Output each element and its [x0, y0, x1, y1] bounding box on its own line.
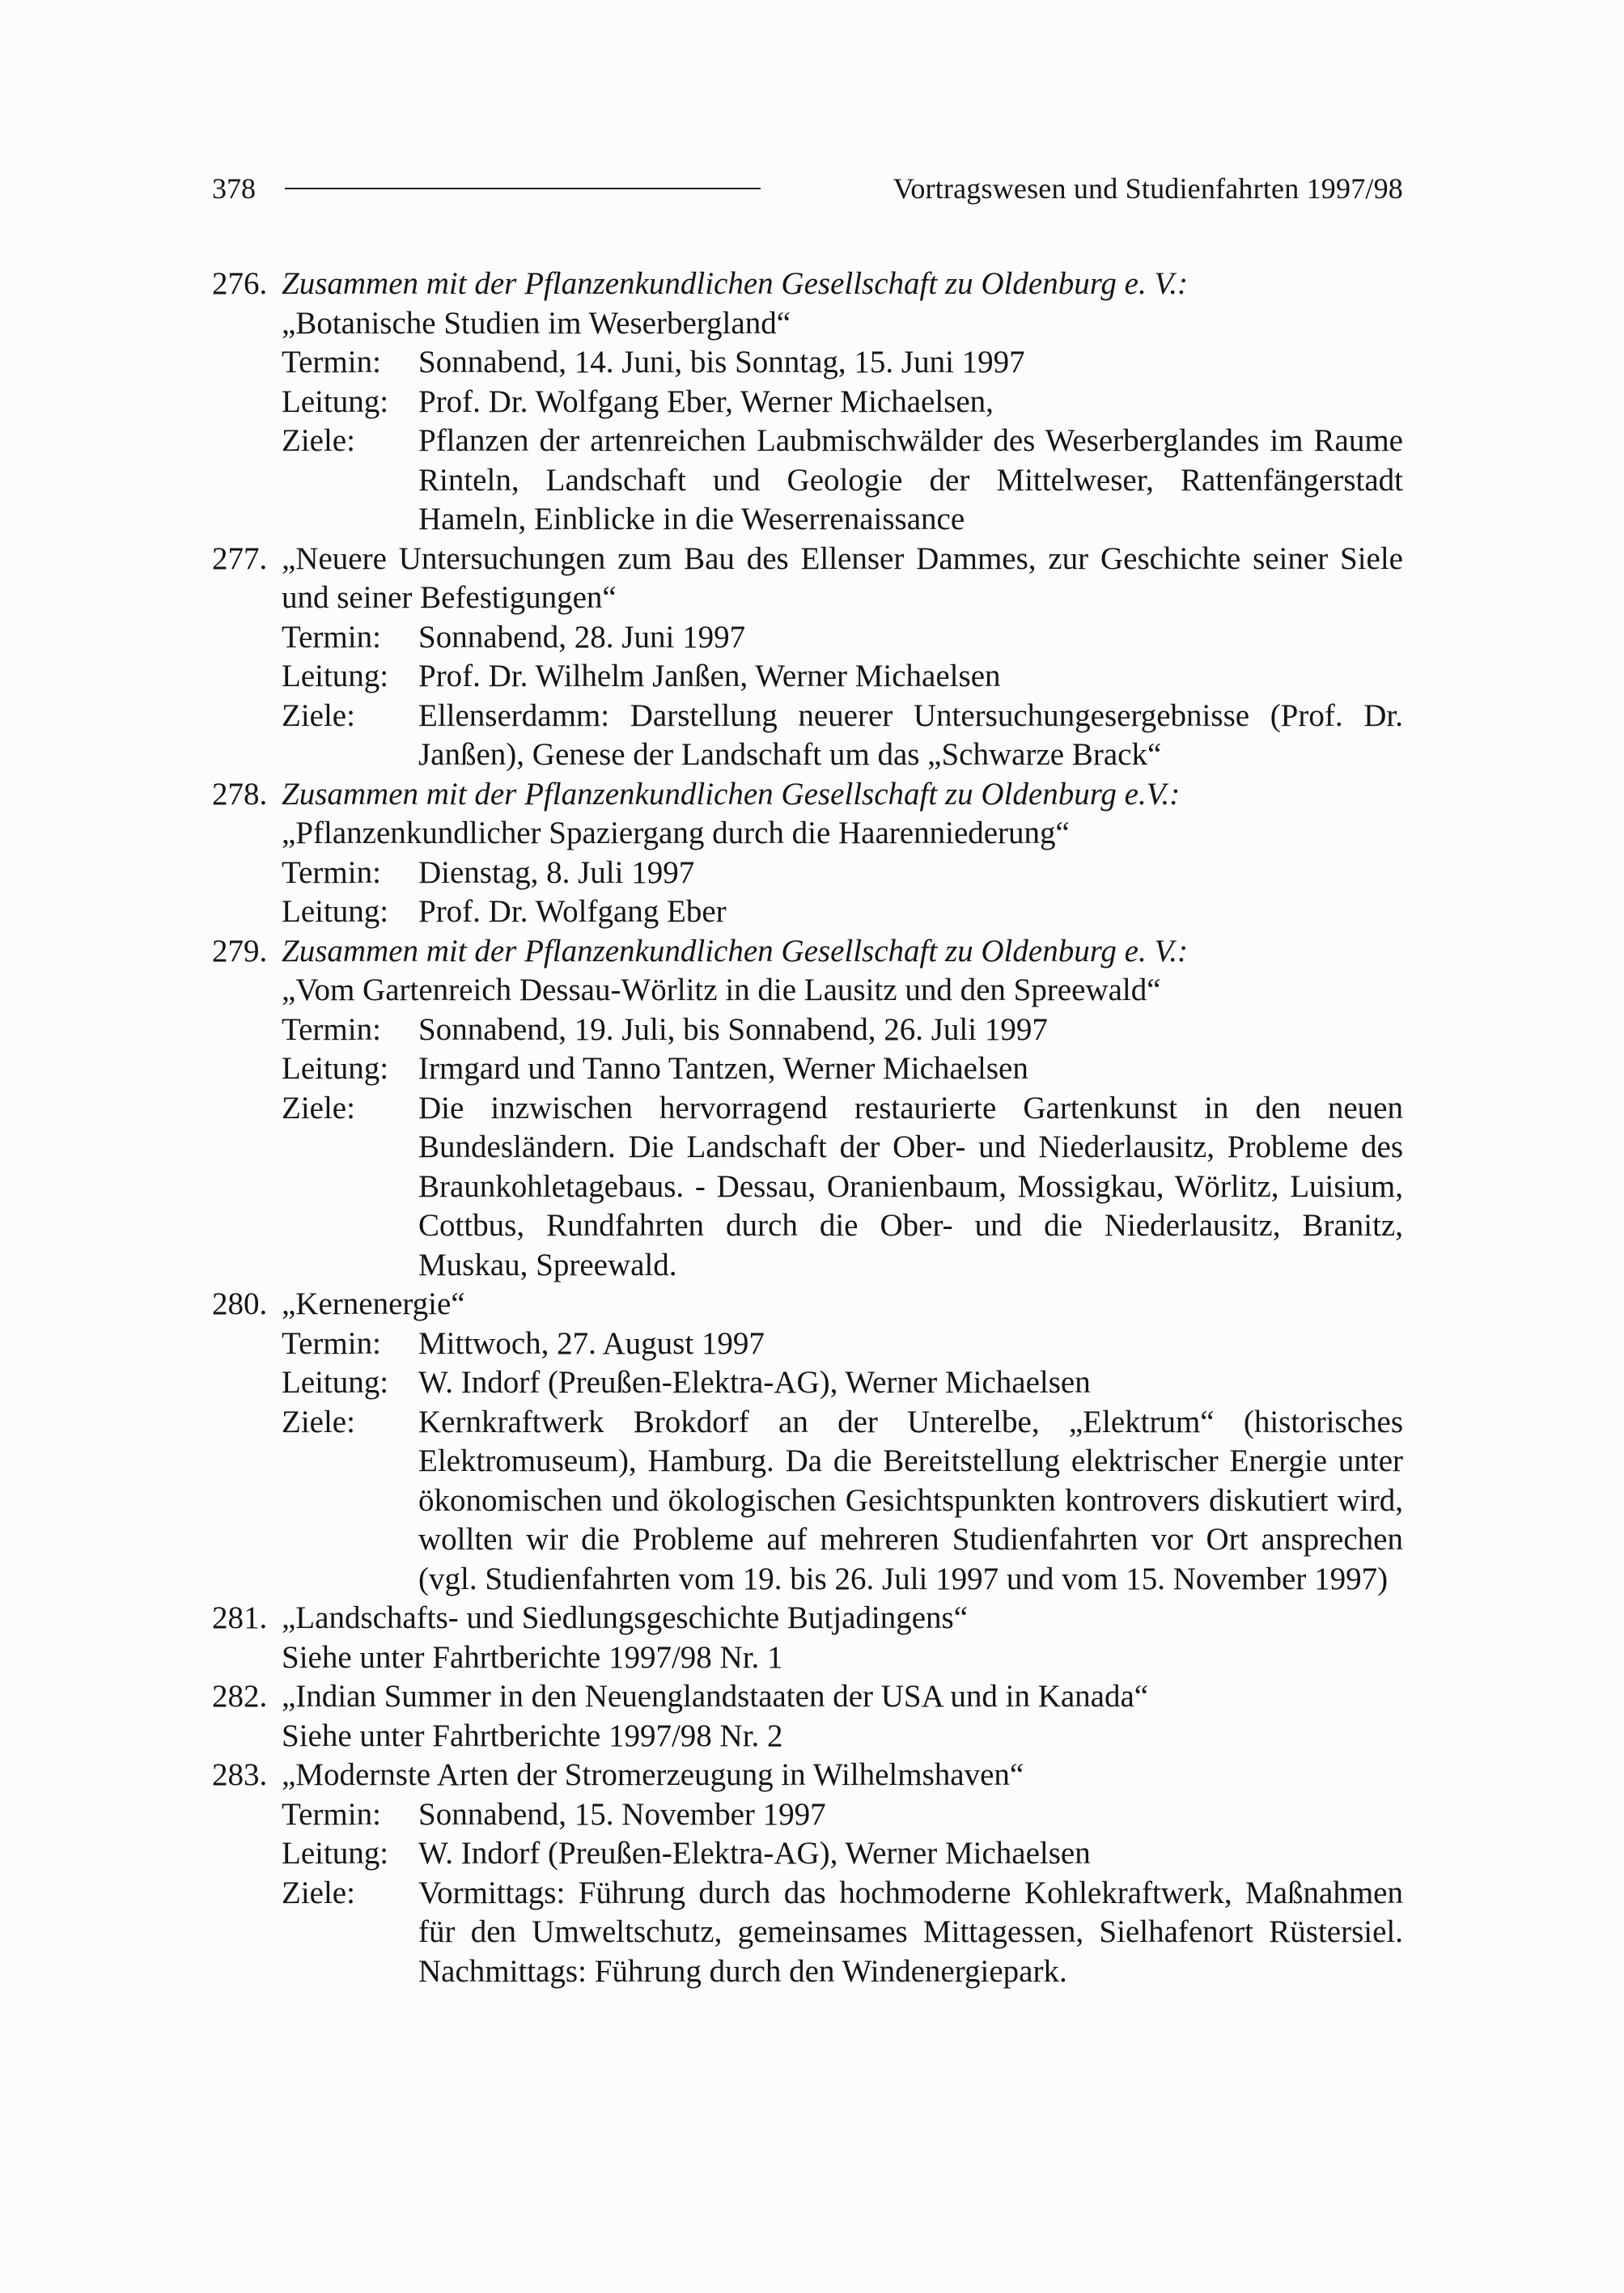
entry-280: [212, 1285, 1403, 1599]
ziele-label: Ziele:: [282, 1404, 355, 1439]
termin-value: Mittwoch, 27. August 1997: [418, 1325, 765, 1361]
leitung-value: W. Indorf (Preußen-Elektra-AG), Werner Michaelsen: [418, 1365, 1091, 1400]
entry-title: „Landschafts- und Siedlungsgeschichte Butjadingens“: [282, 1600, 969, 1635]
termin-value: Dienstag, 8. Juli 1997: [418, 854, 695, 890]
page-number: 378: [212, 172, 256, 205]
termin-value: Sonnabend, 28. Juni 1997: [418, 619, 746, 655]
entry-number: 281.: [212, 1600, 268, 1635]
ziele-label: Ziele:: [282, 697, 355, 733]
leitung-value: Irmgard und Tanno Tantzen, Werner Michaelsen: [418, 1051, 1028, 1086]
entry-intro: Zusammen mit der Pflanzenkundlichen Gesellschaft zu Oldenburg e.V.:: [282, 776, 1181, 812]
entry-276: [212, 265, 1403, 540]
header-rule: [285, 188, 761, 189]
ziele-value: Ellenserdamm: Darstellung neuerer Untersuchungesergebnisse (Prof. Dr. Janßen), Genese der Landschaft um das „Schwarze Brack“: [418, 697, 1403, 772]
leitung-row: [282, 892, 1403, 932]
termin-value: Sonnabend, 15. November 1997: [418, 1796, 826, 1832]
running-header: [212, 164, 1403, 213]
termin-row: [282, 1325, 1403, 1364]
entry-number: 277.: [212, 540, 268, 576]
entry-281: [212, 1599, 1403, 1677]
entry-list: [212, 265, 1403, 1991]
termin-value: Sonnabend, 14. Juni, bis Sonntag, 15. Juni 1997: [418, 345, 1025, 379]
ziele-value: Vormittags: Führung durch das hochmoderne Kohlekraftwerk, Maßnahmen für den Umweltschutz, gemeinsames Mittagessen, Sielhafenort Rüstersiel. Nachmittags: Führung durch den Windenergiepark.: [418, 1875, 1403, 1989]
ziele-row: [282, 697, 1403, 775]
ziele-label: Ziele:: [282, 1090, 355, 1125]
entry-title: „Kernenergie“: [282, 1286, 465, 1321]
entry-number: 276.: [212, 266, 268, 301]
leitung-row: [282, 383, 1403, 422]
entry-intro: Zusammen mit der Pflanzenkundlichen Gesellschaft zu Oldenburg e. V.:: [282, 933, 1189, 968]
leitung-row: [282, 1834, 1403, 1874]
ziele-row: [282, 1403, 1403, 1600]
entry-title: „Botanische Studien im Weserbergland“: [282, 305, 791, 341]
leitung-value: Prof. Dr. Wilhelm Janßen, Werner Michaelsen: [418, 659, 1001, 693]
leitung-label: Leitung:: [282, 894, 389, 929]
termin-row: [282, 618, 1403, 658]
entry-title: „Modernste Arten der Stromerzeugung in Wilhelmshaven“: [282, 1757, 1024, 1792]
entry-title: „Pflanzenkundlicher Spaziergang durch die Haarenniederung“: [282, 816, 1070, 850]
entry-number: 278.: [212, 776, 268, 812]
termin-row: [282, 1795, 1403, 1835]
ziele-value: Kernkraftwerk Brokdorf an der Unterelbe, „Elektrum“ (historisches Elektromuseum), Hamburg. Da die Bereitstellung elektrischer Energie unter ökonomischen und ökologischen Gesichtspunkten kontrovers diskutiert wird, wollten wir die Probleme auf mehreren Studienfahrten vor Ort ansprechen (vgl. Studienfahrten vom 19. bis 26. Juli 1997 und vom 15. November 1997): [418, 1404, 1403, 1596]
ziele-row: [282, 422, 1403, 540]
entry-number: 280.: [212, 1286, 268, 1321]
ziele-label: Ziele:: [282, 423, 355, 458]
entry-title: „Indian Summer in den Neuenglandstaaten der USA und in Kanada“: [282, 1679, 1149, 1714]
termin-label: Termin:: [282, 1796, 381, 1832]
termin-row: [282, 343, 1403, 383]
leitung-label: Leitung:: [282, 1051, 389, 1086]
ziele-value: Pflanzen der artenreichen Laubmischwälder des Weserberglandes im Raume Rinteln, Landschaft und Geologie der Mittelweser, Rattenfängerstadt Hameln, Einblicke in die Weserrenaissance: [418, 423, 1403, 536]
leitung-label: Leitung:: [282, 1365, 389, 1400]
termin-label: Termin:: [282, 1011, 381, 1047]
ziele-row: [282, 1089, 1403, 1286]
entry-title: „Vom Gartenreich Dessau-Wörlitz in die Lausitz und den Spreewald“: [282, 973, 1161, 1007]
entry-277: [212, 540, 1403, 775]
leitung-value: Prof. Dr. Wolfgang Eber: [418, 894, 727, 929]
termin-label: Termin:: [282, 1325, 381, 1361]
termin-label: Termin:: [282, 619, 381, 655]
entry-number: 283.: [212, 1757, 268, 1792]
entry-283: [212, 1756, 1403, 1991]
leitung-row: [282, 1363, 1403, 1403]
entry-note: Siehe unter Fahrtberichte 1997/98 Nr. 2: [282, 1718, 783, 1753]
termin-value: Sonnabend, 19. Juli, bis Sonnabend, 26. Juli 1997: [418, 1011, 1048, 1047]
leitung-value: Prof. Dr. Wolfgang Eber, Werner Michaelsen,: [418, 384, 994, 419]
ziele-row: [282, 1874, 1403, 1992]
termin-label: Termin:: [282, 345, 381, 379]
leitung-row: [282, 1049, 1403, 1089]
ziele-value: Die inzwischen hervorragend restaurierte Gartenkunst in den neuen Bundesländern. Die Landschaft der Ober- und Niederlausitz, Probleme des Braunkohletagebaus. - Dessau, Oranienbaum, Mossigkau, Wörlitz, Luisium, Cottbus, Rundfahrten durch die Ober- und die Niederlausitz, Branitz, Muskau, Spreewald.: [418, 1090, 1403, 1282]
leitung-label: Leitung:: [282, 1836, 389, 1871]
leitung-label: Leitung:: [282, 659, 389, 693]
entry-intro: Zusammen mit der Pflanzenkundlichen Gesellschaft zu Oldenburg e. V.:: [282, 266, 1189, 301]
leitung-value: W. Indorf (Preußen-Elektra-AG), Werner Michaelsen: [418, 1836, 1091, 1871]
entry-278: [212, 775, 1403, 932]
entry-number: 282.: [212, 1679, 268, 1714]
termin-row: [282, 854, 1403, 893]
ziele-label: Ziele:: [282, 1875, 355, 1910]
termin-label: Termin:: [282, 854, 381, 890]
leitung-row: [282, 657, 1403, 697]
termin-row: [282, 1011, 1403, 1050]
entry-note: Siehe unter Fahrtberichte 1997/98 Nr. 1: [282, 1639, 783, 1675]
leitung-label: Leitung:: [282, 384, 389, 419]
running-title: Vortragswesen und Studienfahrten 1997/98: [893, 172, 1403, 205]
entry-282: [212, 1677, 1403, 1756]
entry-number: 279.: [212, 933, 268, 968]
entry-279: [212, 932, 1403, 1286]
entry-title: „Neuere Untersuchungen zum Bau des Ellenser Dammes, zur Geschichte seiner Siele und seiner Befestigungen“: [282, 540, 1403, 615]
